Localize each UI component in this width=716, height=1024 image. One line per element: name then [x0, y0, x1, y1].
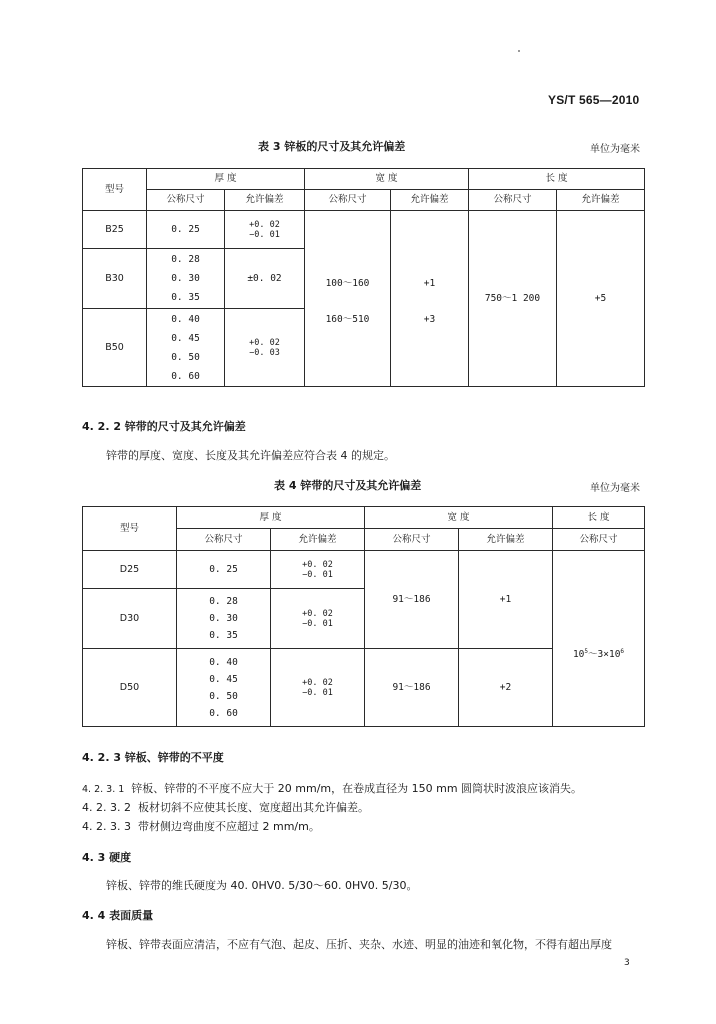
item-number: 4. 2. 3. 3 [82, 820, 131, 833]
t4-model-d25: D25 [83, 551, 177, 589]
t3-head-length-tolerance: 允许偏差 [557, 190, 645, 211]
t4-head-length: 长 度 [553, 507, 645, 529]
t4-size-d25: 0. 25 [177, 551, 271, 589]
section-4-4-title: 4. 4 表面质量 [82, 909, 154, 922]
t3-head-width: 宽 度 [305, 169, 469, 190]
t4-sizes-d50: 0. 40 0. 45 0. 50 0. 60 [177, 649, 271, 727]
t3-tol-b50: +0. 02 −0. 03 [225, 309, 305, 387]
t3-head-length-nominal: 公称尺寸 [469, 190, 557, 211]
t4-width-nominal-bottom: 91～186 [365, 649, 459, 727]
section-4-3-text: 锌板、锌带的维氏硬度为 40. 0HV0. 5/30～60. 0HV0. 5/30。 [106, 879, 418, 892]
t3-size-b25: 0. 25 [147, 211, 225, 249]
t4-head-thickness-nominal: 公称尺寸 [177, 529, 271, 551]
t4-tol-d25: +0. 02 −0. 01 [271, 551, 365, 589]
section-4-2-3-title: 4. 2. 3 锌板、锌带的不平度 [82, 751, 224, 764]
t3-tol-b25: +0. 02 −0. 01 [225, 211, 305, 249]
t4-head-model: 型号 [83, 507, 177, 551]
t4-width-nominal-top: 91～186 [365, 551, 459, 649]
t3-width-tolerance: +1 +3 [391, 211, 469, 387]
t3-length-nominal: 750～1 200 [469, 211, 557, 387]
section-4-2-3-3 [82, 818, 320, 834]
t3-model-b25: B25 [83, 211, 147, 249]
t3-width-nominal: 100～160 160～510 [305, 211, 391, 387]
item-text: 锌板、锌带的不平度不应大于 20 mm/m，在卷成直径为 150 mm 圆筒状时波浪应该消失。 [131, 782, 583, 795]
scan-speck [518, 50, 520, 52]
table3-caption: 表 3 锌板的尺寸及其允许偏差 [258, 140, 406, 153]
t3-model-b50: B50 [83, 309, 147, 387]
t3-tol-b30: ±0. 02 [225, 249, 305, 309]
t3-sizes-b30: 0. 28 0. 30 0. 35 [147, 249, 225, 309]
section-4-4-text: 锌板、锌带表面应清洁，不应有气泡、起皮、压折、夹杂、水迹、明显的油迹和氧化物，不得有超出厚度 [106, 938, 612, 951]
t4-length-nominal: $10^5\sim 3\times 10^6$ [553, 551, 645, 727]
table4 [82, 506, 645, 727]
t4-head-width: 宽 度 [365, 507, 553, 529]
t4-model-d30: D30 [83, 589, 177, 649]
section-4-2-2-text: 锌带的厚度、宽度、长度及其允许偏差应符合表 4 的规定。 [106, 449, 395, 462]
t3-head-thickness: 厚 度 [147, 169, 305, 190]
section-4-2-2-title: 4. 2. 2 锌带的尺寸及其允许偏差 [82, 420, 246, 433]
t3-head-thickness-nominal: 公称尺寸 [147, 190, 225, 211]
t3-head-thickness-tolerance: 允许偏差 [225, 190, 305, 211]
standard-code: YS/T 565—2010 [548, 93, 640, 107]
table4-unit: 单位为毫米 [590, 483, 640, 494]
table4-caption: 表 4 锌带的尺寸及其允许偏差 [274, 479, 422, 492]
section-4-3-title: 4. 3 硬度 [82, 851, 132, 864]
t3-head-width-tolerance: 允许偏差 [391, 190, 469, 211]
t4-tol-d30: +0. 02 −0. 01 [271, 589, 365, 649]
t4-model-d50: D50 [83, 649, 177, 727]
t4-head-thickness-tolerance: 允许偏差 [271, 529, 365, 551]
t4-tol-d50: +0. 02 −0. 01 [271, 649, 365, 727]
t4-head-width-nominal: 公称尺寸 [365, 529, 459, 551]
t3-length-tolerance: +5 [557, 211, 645, 387]
item-number: 4. 2. 3. 1 [82, 784, 125, 795]
item-text: 带材侧边弯曲度不应超过 2 mm/m。 [137, 820, 320, 833]
table3-unit: 单位为毫米 [590, 144, 640, 155]
item-text: 板材切斜不应使其长度、宽度超出其允许偏差。 [137, 801, 369, 814]
t4-width-tolerance-top: +1 [459, 551, 553, 649]
t3-head-length: 长 度 [469, 169, 645, 190]
t4-head-thickness: 厚 度 [177, 507, 365, 529]
t4-sizes-d30: 0. 28 0. 30 0. 35 [177, 589, 271, 649]
item-number: 4. 2. 3. 2 [82, 801, 131, 814]
t3-sizes-b50: 0. 40 0. 45 0. 50 0. 60 [147, 309, 225, 387]
t4-width-tolerance-bottom: +2 [459, 649, 553, 727]
t3-model-b30: B30 [83, 249, 147, 309]
page-number: 3 [624, 958, 630, 968]
t4-head-length-nominal: 公称尺寸 [553, 529, 645, 551]
section-4-2-3-2 [82, 799, 369, 815]
t3-head-model: 型号 [83, 169, 147, 211]
t4-head-width-tolerance: 允许偏差 [459, 529, 553, 551]
table3 [82, 168, 645, 387]
section-4-2-3-1 [82, 780, 582, 796]
t3-head-width-nominal: 公称尺寸 [305, 190, 391, 211]
